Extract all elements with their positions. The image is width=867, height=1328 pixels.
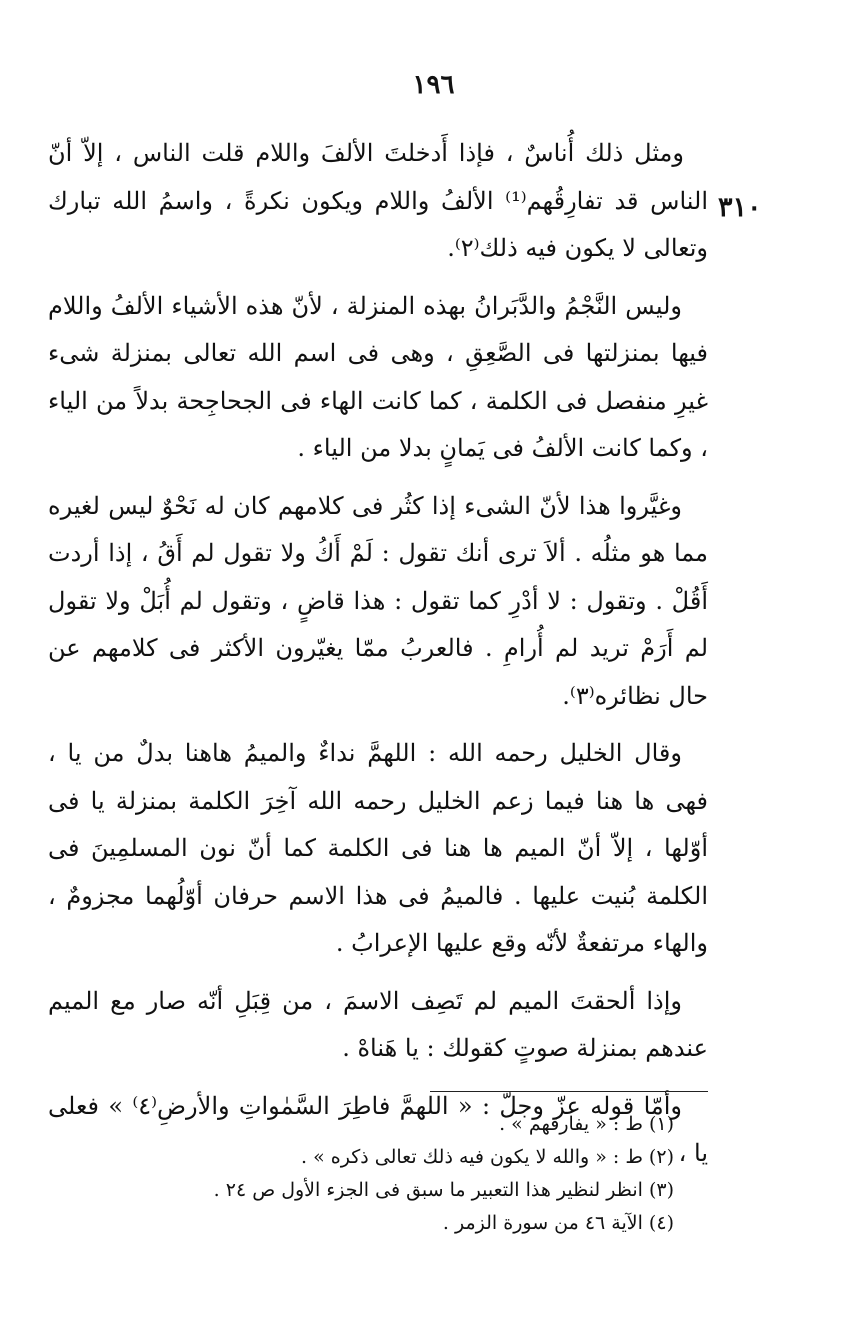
footnote: (٣) انظر لنظير هذا التعبير ما سبق فى الجزء الأول ص ٢٤ . (213, 1179, 674, 1201)
paragraph: وإذا ألحقتَ الميم لم تَصِف الاسمَ ، من قِبَلِ أنّه صار مع الميم عندهم بمنزلة صوتٍ كقولك : يا هَناهْ . (48, 986, 708, 1062)
footnotes (180, 1108, 674, 1240)
line-number-marker: ٣١٠ (718, 192, 762, 223)
footnote: (٢) ط : « والله لا يكون فيه ذلك تعالى ذكره » . (301, 1146, 674, 1168)
paragraph: وقال الخليل رحمه الله : اللهمَّ نداءٌ والميمُ هاهنا بدلٌ من يا ، فهى ها هنا فيما زعم الخليل رحمه الله آخِرَ الكلمة بمنزلة يا فى أوّلها ، إلاّ أنّ الميم ها هنا فى الكلمة كما أنّ نون المسلمِينَ فى الكلمة بُنيت عليها . فالميمُ فى هذا الاسم حرفان أوّلُهما مجزومٌ ، والهاء مرتفعةٌ لأنّه وقع عليها الإعرابُ . (48, 739, 708, 957)
paragraph: وليس النَّجْمُ والدَّبَرانُ بهذه المنزلة ، لأنّ هذه الأشياء الألفُ واللام فيها بمنزلتها فى الصَّعِقِ ، وهى فى اسم الله تعالى بمنزلة شىء غيرِ منفصل فى الكلمة ، كما كانت الهاء فى الجحاجِحة بدلاً من الياء ، وكما كانت الألفُ فى يَمانٍ بدلا من الياء . (48, 291, 708, 462)
footnote: (٤) الآية ٤٦ من سورة الزمر . (442, 1212, 674, 1234)
page-number: ١٩٦ (412, 70, 455, 100)
paragraph: وأمّا قوله عزّ وجلّ : « اللهمَّ فاطِرَ السَّمٰواتِ والأرضِ⁽٤⁾ » فعلى يا ، (48, 1091, 708, 1167)
body-text (48, 130, 708, 1188)
paragraph: وغيَّروا هذا لأنّ الشىء إذا كثُر فى كلامهم كان له نَحْوٌ ليس لغيره مما هو مثلُه . ألاَ ترى أنك تقول : لَمْ أَكُ ولا تقول لم أَقُ ، إذا أردت أَقُلْ . وتقول : لا أدْرِ كما تقول : هذا قاضٍ ، وتقول لم أُبَلْ ولا تقول لم أَرَمْ تريد لم أُرامِ . فالعربُ ممّا يغيّرون الأكثر فى كلامهم عن حال نظائره⁽٣⁾. (48, 491, 708, 710)
footnote: (١) ط : « يفارقهم » . (499, 1113, 674, 1135)
footnote-rule (430, 1091, 708, 1092)
paragraph: ومثل ذلك أُناسٌ ، فإذا أَدخلتَ الألفَ واللام قلت الناس ، إلاّ أنّ الناس قد تفارِقُهم⁽¹⁾ الألفُ واللام ويكون نكرةً ، واسمُ الله تبارك وتعالى لا يكون فيه ذلك⁽٢⁾. (48, 139, 708, 262)
